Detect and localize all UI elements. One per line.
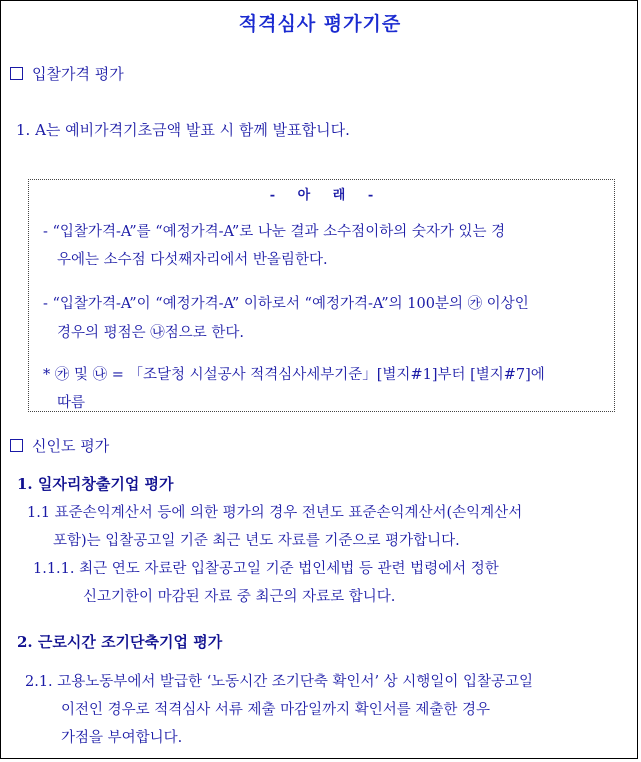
page-title: 적격심사 평가기준 xyxy=(238,13,402,35)
note-bullet-2-line-2: 경우의 평점은 ㉯점으로 한다. xyxy=(57,325,245,341)
checkbox-square-icon xyxy=(10,67,23,80)
note-star-line-1: * ㉮ 및 ㉯ = 「조달청 시설공사 적격심사세부기준」[별지#1]부터 [별지#7]에 xyxy=(43,367,545,383)
subsection-1-title: 1. 일자리창출기업 평가 xyxy=(17,475,174,493)
para-2-1-line-2: 이전인 경우로 적격심사 서류 제출 마감일까지 확인서를 제출한 경우 xyxy=(61,702,491,718)
para-1-1-line-2: 포함)는 입찰공고일 기준 최근 년도 자료를 기준으로 평가합니다. xyxy=(53,533,460,549)
note-header: - 아 래 - xyxy=(269,188,374,203)
note-box xyxy=(28,179,615,412)
section-heading: 신인도 평가 xyxy=(32,437,110,455)
section-heading: 입찰가격 평가 xyxy=(32,65,124,83)
note-bullet-1-line-1: - “입찰가격-A”를 “예정가격-A”로 나눈 결과 소수점이하의 숫자가 있는 경 xyxy=(43,224,506,240)
bid-item-1: 1. A는 예비가격기초금액 발표 시 함께 발표합니다. xyxy=(16,121,350,139)
para-1-1-1-line-2: 신고기한이 마감된 자료 중 최근의 자료로 합니다. xyxy=(83,589,396,605)
section-bid-price xyxy=(10,63,124,84)
note-star-line-2: 따름 xyxy=(57,395,86,411)
checkbox-square-icon xyxy=(10,439,23,452)
note-bullet-1-line-2: 우에는 소수점 다섯째자리에서 반올림한다. xyxy=(57,252,328,268)
para-1-1-1-line-1: 1.1.1. 최근 연도 자료란 입찰공고일 기준 법인세법 등 관련 법령에서 정한 xyxy=(33,561,499,577)
para-2-1-line-1: 2.1. 고용노동부에서 발급한 ‘노동시간 조기단축 확인서’ 상 시행일이 입찰공고일 xyxy=(25,674,533,690)
subsection-2-title: 2. 근로시간 조기단축기업 평가 xyxy=(17,633,223,651)
para-2-1-line-3: 가점을 부여합니다. xyxy=(61,730,183,746)
note-bullet-2-line-1: - “입찰가격-A”이 “예정가격-A” 이하로서 “예정가격-A”의 100분의 ㉮ 이상인 xyxy=(43,296,529,312)
section-credibility xyxy=(10,435,109,456)
para-1-1-line-1: 1.1 표준손익계산서 등에 의한 평가의 경우 전년도 표준손익계산서(손익계산서 xyxy=(27,505,523,521)
